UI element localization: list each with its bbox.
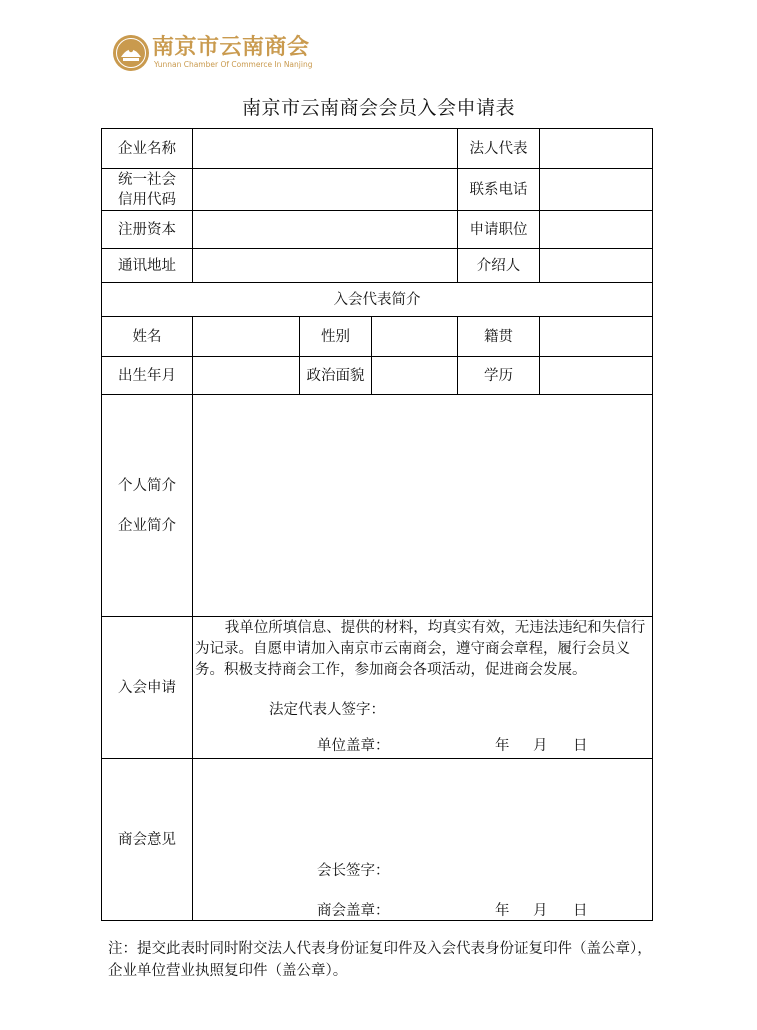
position-field[interactable] xyxy=(540,211,653,249)
label-name: 姓名 xyxy=(102,317,193,357)
opinion-month-label: 月 xyxy=(533,902,548,919)
logo-english-name: Yunnan Chamber Of Commerce In Nanjing xyxy=(154,60,313,69)
credit-code-line2: 信用代码 xyxy=(118,191,176,208)
label-phone: 联系电话 xyxy=(458,169,540,211)
phone-field[interactable] xyxy=(540,169,653,211)
label-capital: 注册资本 xyxy=(102,211,193,249)
footnote: 注：提交此表时同时附交法人代表身份证复印件及入会代表身份证复印件（盖公章），企业单位营业执照复印件（盖公章）。 xyxy=(108,941,652,979)
political-field[interactable] xyxy=(372,357,458,395)
birth-field[interactable] xyxy=(193,357,300,395)
label-political: 政治面貌 xyxy=(300,357,372,395)
label-chamber-opinion: 商会意见 xyxy=(102,759,193,921)
address-field[interactable] xyxy=(193,249,458,283)
president-sign-label: 会长签字： xyxy=(317,862,390,879)
name-field[interactable] xyxy=(193,317,300,357)
opinion-day-label: 日 xyxy=(573,902,588,919)
label-intro xyxy=(102,395,193,617)
chamber-seal-label: 商会盖章： xyxy=(317,902,390,919)
month-label: 月 xyxy=(533,737,548,754)
label-position: 申请职位 xyxy=(458,211,540,249)
unit-seal-label: 单位盖章： xyxy=(317,737,390,754)
label-legal-rep: 法人代表 xyxy=(458,129,540,169)
native-place-field[interactable] xyxy=(540,317,653,357)
opinion-year-label: 年 xyxy=(495,902,510,919)
section-rep-intro: 入会代表简介 xyxy=(102,283,653,317)
capital-field[interactable] xyxy=(193,211,458,249)
form-title: 南京市云南商会会员入会申请表 xyxy=(241,97,515,119)
label-education: 学历 xyxy=(458,357,540,395)
label-gender: 性别 xyxy=(300,317,372,357)
legal-sign-label: 法定代表人签字： xyxy=(269,701,385,718)
application-cell xyxy=(193,617,653,759)
label-birth: 出生年月 xyxy=(102,357,193,395)
day-label: 日 xyxy=(573,737,588,754)
label-credit-code xyxy=(102,169,193,211)
label-company-intro: 企业简介 xyxy=(118,517,176,534)
credit-code-line1: 统一社会 xyxy=(118,171,176,188)
intro-field[interactable] xyxy=(193,395,653,617)
application-statement: 我单位所填信息、提供的材料，均真实有效，无违法违纪和失信行为记录。自愿申请加入南京市云南商会，遵守商会章程，履行会员义务。积极支持商会工作，参加商会各项活动，促进商会发展。 xyxy=(195,619,646,678)
label-company-name: 企业名称 xyxy=(102,129,193,169)
label-address: 通讯地址 xyxy=(102,249,193,283)
credit-code-field[interactable] xyxy=(193,169,458,211)
legal-rep-field[interactable] xyxy=(540,129,653,169)
company-name-field[interactable] xyxy=(193,129,458,169)
education-field[interactable] xyxy=(540,357,653,395)
label-personal-intro: 个人简介 xyxy=(118,477,176,494)
year-label: 年 xyxy=(495,737,510,754)
opinion-cell xyxy=(193,759,653,921)
label-referrer: 介绍人 xyxy=(458,249,540,283)
application-form xyxy=(101,128,653,921)
label-native-place: 籍贯 xyxy=(458,317,540,357)
chamber-emblem-icon xyxy=(112,34,150,72)
label-application: 入会申请 xyxy=(102,617,193,759)
referrer-field[interactable] xyxy=(540,249,653,283)
logo-name: 南京市云南商会 xyxy=(152,35,310,60)
gender-field[interactable] xyxy=(372,317,458,357)
